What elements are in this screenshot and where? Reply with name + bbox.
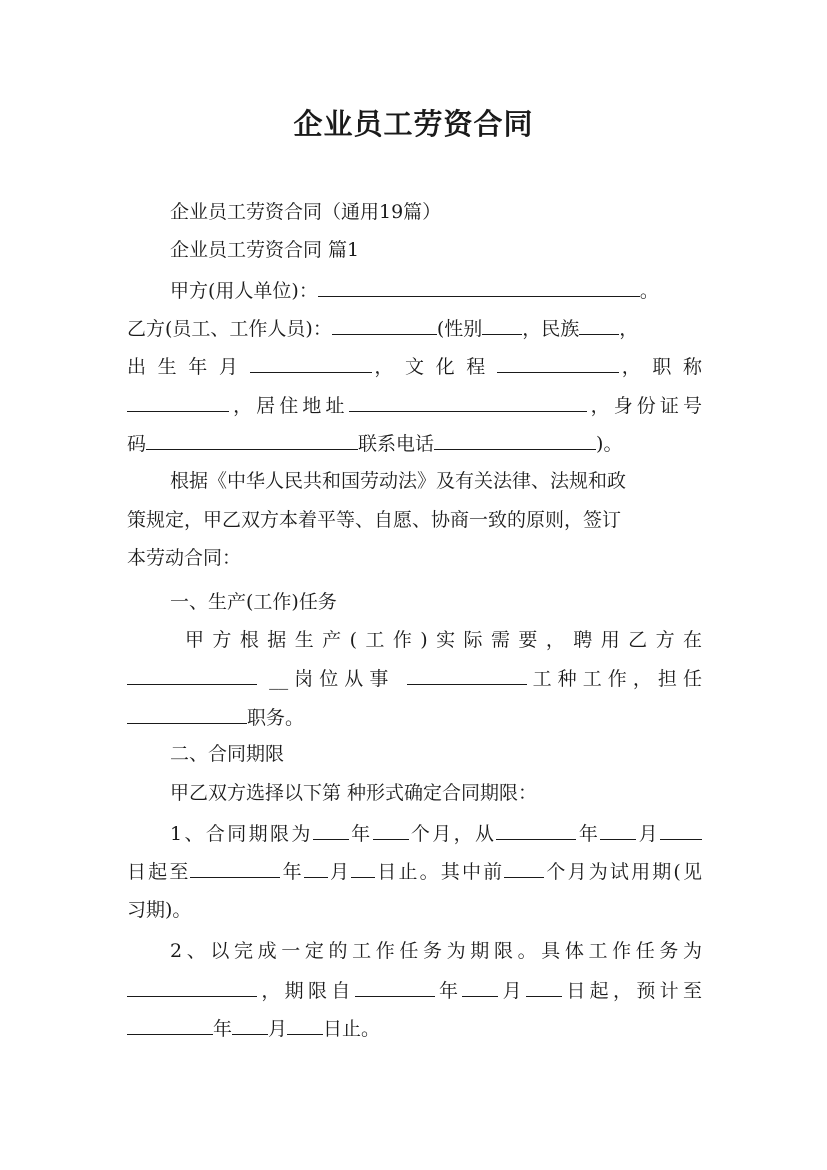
term-line [170,821,702,846]
party-a-label: 甲方(用人单位)： [170,280,318,302]
party-b-label: 乙方(员工、工作人员)： [127,318,332,340]
comma: ， [619,318,639,340]
paragraph-line: 策规定，甲乙双方本着平等、自愿、协商一致的原则，签订 [127,509,622,531]
document-title: 企业员工劳资合同 [293,107,534,141]
contract-heading: 企业员工劳资合同 篇1 [170,239,360,261]
ethnicity-label: ，民族 [522,318,580,340]
paragraph-line: 习期)。 [127,899,192,921]
education-label: ， 文 化 程 [371,356,489,378]
address-label: ，居住地址 [229,395,349,417]
job-label: 工种工作，担任 [526,668,702,690]
probation-period-label: 个月为试用期(见 [544,861,702,883]
id-label: ，身份证号 [586,395,702,417]
month-label: 月 [327,861,352,883]
task-term-line [127,978,702,1003]
task-term-line [127,1016,702,1041]
term-line [127,859,702,884]
close-paren: )。 [596,433,623,455]
section-heading-1: 一、生产(工作)任务 [170,591,337,613]
month-label: 月 [268,1018,288,1040]
birth-line [127,354,702,379]
id-label-cont: 码 [127,433,147,455]
month-from-label: 个月，从 [408,823,497,845]
section-heading-2: 二、合同期限 [170,743,285,765]
phone-line [127,431,702,456]
year-label: 年 [213,1018,233,1040]
paragraph-line: 2、以完成一定的工作任务为期限。具体工作任务为 [170,940,702,962]
contract-subtitle: 企业员工劳资合同（通用19篇） [170,201,442,223]
probation-label: 日止。其中前 [375,861,505,883]
year-label: 年 [348,823,373,845]
year-label: 年 [434,980,463,1002]
birth-label: 出 生 年 月 [127,356,241,378]
post-line [127,666,702,691]
party-b-line [127,316,702,341]
period: 。 [639,280,659,302]
paragraph-line: 甲乙双方选择以下第 种形式确定合同期限： [170,782,538,804]
paragraph-line: 甲方根据生产(工作)实际需要，聘用乙方在 [185,629,702,651]
duty-line [127,705,702,730]
phone-label: 联系电话 [358,433,435,455]
year-label: 年 [280,861,304,883]
paragraph-line: 本劳动合同： [127,547,242,569]
year-label: 年 [576,823,601,845]
term-from-label: ，期限自 [257,980,355,1002]
expected-until-label: 日起，预计至 [562,980,702,1002]
post-label: __岗位从事 [269,668,395,690]
term-label: 1、合同期限为 [170,823,313,845]
month-label: 月 [636,823,660,845]
duty-label: 职务。 [247,707,305,729]
title-label: ， 职 称 [618,356,702,378]
day-until-label: 日起至 [127,861,191,883]
address-line [127,393,702,418]
day-end-label: 日止。 [323,1018,381,1040]
gender-label: (性别 [436,318,483,340]
paragraph-line: 根据《中华人民共和国劳动法》及有关法律、法规和政 [170,470,627,492]
party-a-line [170,278,745,303]
month-label: 月 [498,980,526,1002]
